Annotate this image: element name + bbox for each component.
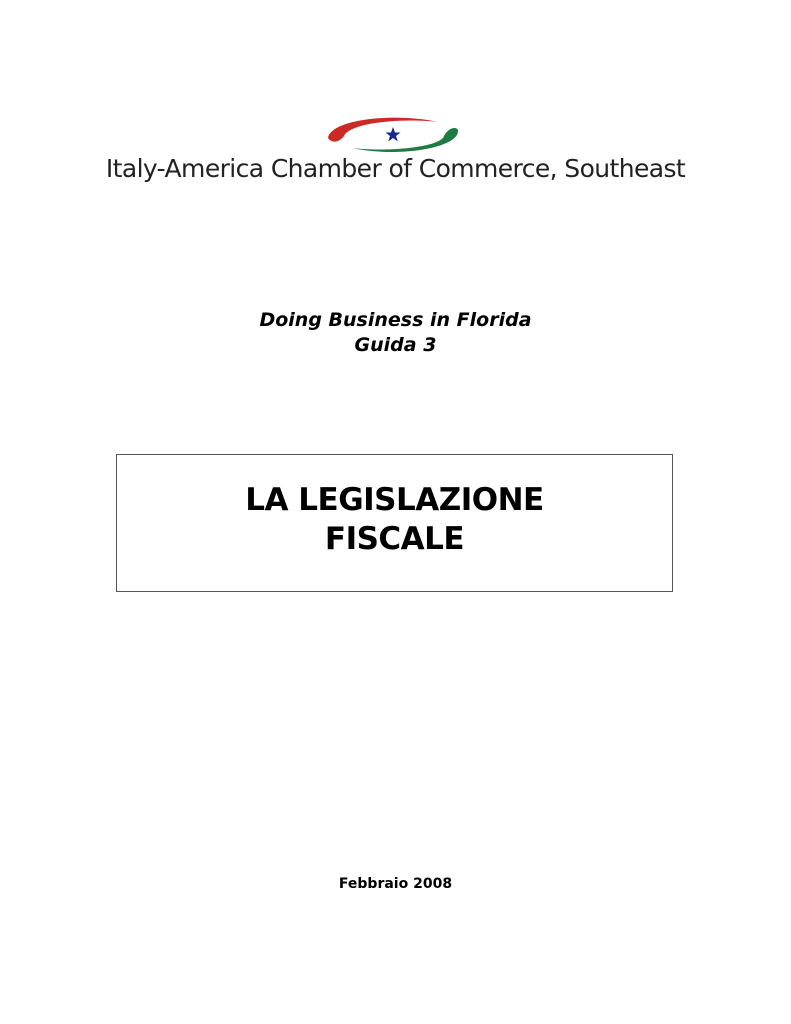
title-box <box>116 454 673 592</box>
title-line-2: FISCALE <box>324 521 465 557</box>
logo-red-arc <box>328 118 438 142</box>
document-title <box>117 481 672 559</box>
publication-date: Febbraio 2008 <box>338 876 453 892</box>
subtitle-line-2: Guida 3 <box>354 334 437 356</box>
organization-name: Italy-America Chamber of Commerce, Southeast <box>105 154 686 183</box>
subtitle-block <box>0 308 791 358</box>
subtitle-line-1: Doing Business in Florida <box>259 309 532 331</box>
logo-star <box>386 127 401 142</box>
title-line-1: LA LEGISLAZIONE <box>245 482 544 518</box>
logo-green-arc <box>352 128 458 152</box>
chamber-logo-icon <box>322 114 464 156</box>
